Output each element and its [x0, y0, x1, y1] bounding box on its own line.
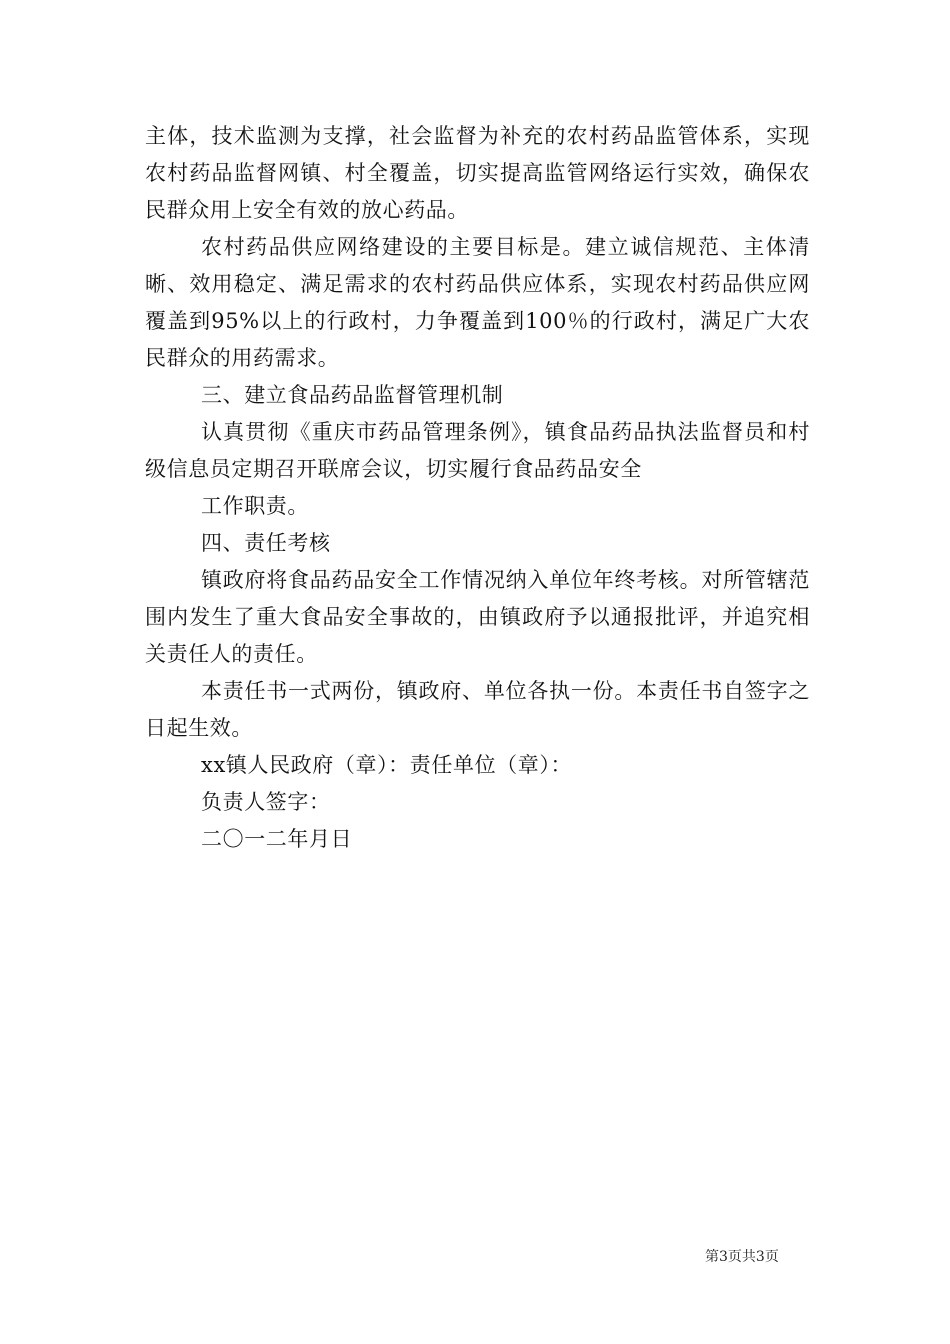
- page-number: 第3页共3页: [705, 1249, 779, 1265]
- paragraph-regulation: 认真贯彻《重庆市药品管理条例》，镇食品药品执法监督员和村级信息员定期召开联席会议，切实履行食品药品安全: [145, 420, 810, 481]
- paragraph-continuation: 主体，技术监测为支撑，社会监督为补充的农村药品监管体系，实现农村药品监督网镇、村全覆盖，切实提高监管网络运行实效，确保农民群众用上安全有效的放心药品。: [145, 124, 810, 222]
- signature-responsible-person: 负责人签字：: [201, 790, 331, 814]
- signature-seals: xx镇人民政府（章）：责任单位（章）：: [201, 753, 573, 777]
- document-body: [145, 118, 810, 858]
- signature-date: 二〇一二年月日: [201, 827, 353, 851]
- section-heading-4: 四、责任考核: [201, 531, 331, 555]
- paragraph-duties: 工作职责。: [201, 494, 309, 518]
- paragraph-supply-network: 农村药品供应网络建设的主要目标是。建立诚信规范、主体清晰、效用稳定、满足需求的农村药品供应体系，实现农村药品供应网覆盖到95%以上的行政村，力争覆盖到100％的行政村，满足广大农民群众的用药需求。: [145, 235, 810, 370]
- section-heading-3: 三、建立食品药品监督管理机制: [201, 383, 504, 407]
- paragraph-effective: 本责任书一式两份，镇政府、单位各执一份。本责任书自签字之日起生效。: [145, 679, 810, 740]
- paragraph-assessment: 镇政府将食品药品安全工作情况纳入单位年终考核。对所管辖范围内发生了重大食品安全事故的，由镇政府予以通报批评，并追究相关责任人的责任。: [145, 568, 810, 666]
